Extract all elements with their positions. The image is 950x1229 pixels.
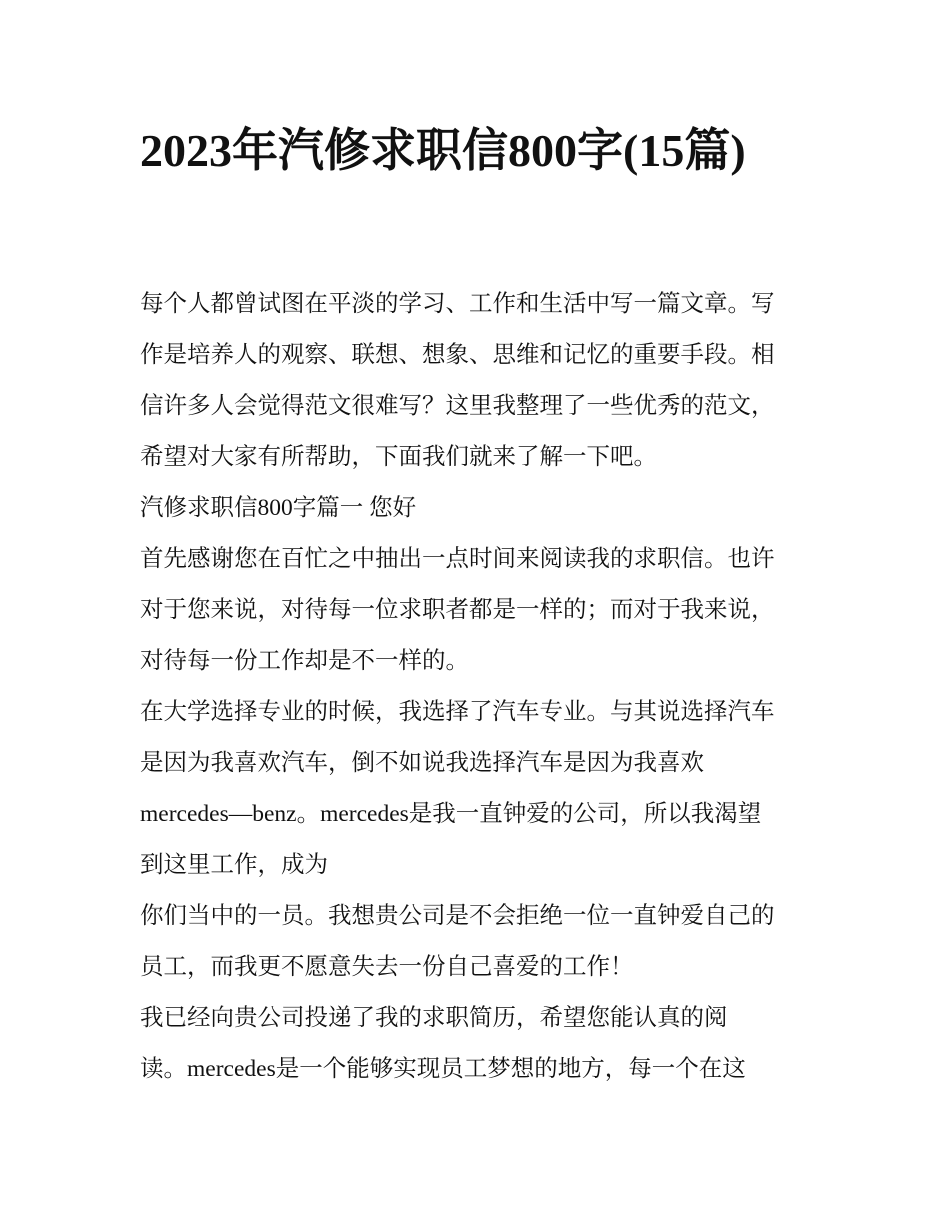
body-line: 在大学选择专业的时候，我选择了汽车专业。与其说选择汽车 (140, 699, 775, 725)
body-line: 对待每一份工作却是不一样的。 (140, 648, 469, 674)
body-line: 首先感谢您在百忙之中抽出一点时间来阅读我的求职信。也许 (140, 546, 775, 572)
body-line: 希望对大家有所帮助，下面我们就来了解一下吧。 (140, 444, 657, 470)
body-line: 对于您来说，对待每一位求职者都是一样的；而对于我来说， (140, 597, 775, 623)
body-line: 每个人都曾试图在平淡的学习、工作和生活中写一篇文章。写 (140, 291, 775, 317)
body-line: 员工，而我更不愿意失去一份自己喜爱的工作！ (140, 954, 634, 980)
document-body (140, 279, 812, 1095)
body-line: 到这里工作，成为 (140, 852, 328, 878)
body-line: 信许多人会觉得范文很难写？这里我整理了一些优秀的范文， (140, 393, 775, 419)
document-title: 2023年汽修求职信800字(15篇) (140, 125, 746, 176)
body-line: 你们当中的一员。我想贵公司是不会拒绝一位一直钟爱自己的 (140, 903, 775, 929)
section-heading-line: 汽修求职信800字篇一 您好 (140, 495, 417, 521)
body-line: 作是培养人的观察、联想、想象、思维和记忆的重要手段。相 (140, 342, 775, 368)
body-line: mercedes—benz。mercedes是我一直钟爱的公司，所以我渴望 (140, 801, 762, 827)
body-line: 我已经向贵公司投递了我的求职简历，希望您能认真的阅 (140, 1005, 728, 1031)
body-line: 读。mercedes是一个能够实现员工梦想的地方，每一个在这 (140, 1056, 746, 1082)
body-line: 是因为我喜欢汽车，倒不如说我选择汽车是因为我喜欢 (140, 750, 704, 776)
